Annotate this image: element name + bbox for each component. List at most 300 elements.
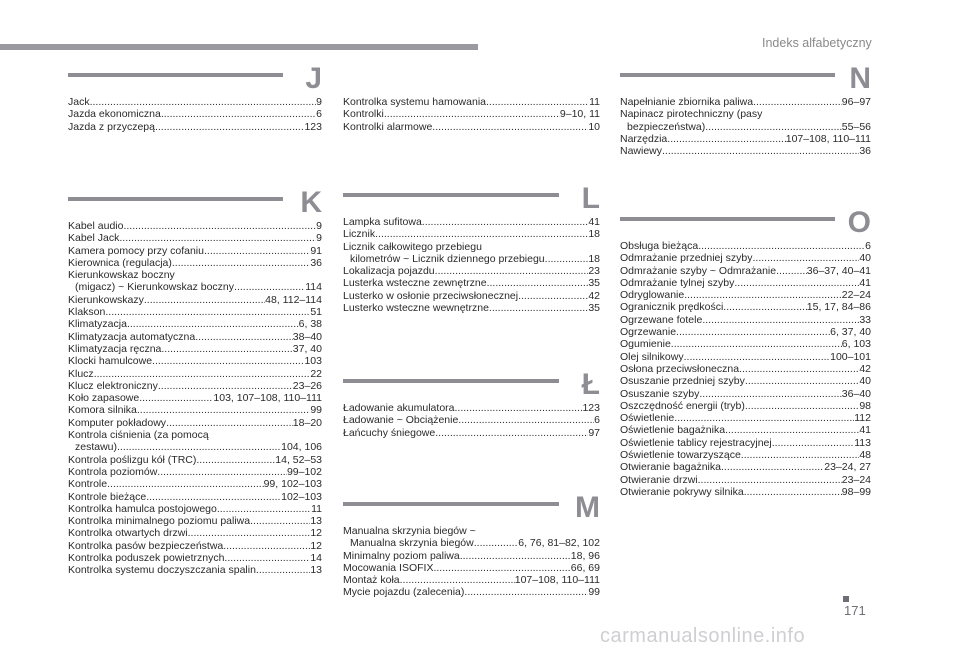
entry-pages: 48, 112–114 [265,293,322,306]
entry-term: Oświetlenie [620,412,675,425]
entry-pages: 107–108, 110–111 [514,574,600,587]
entry-term: Kontrola ciśnienia (za pomocą [68,429,209,442]
entry-term: Osuszanie przedniej szyby [620,375,745,388]
leader-dots [223,540,310,552]
leader-dots [776,265,807,277]
leader-dots [422,216,589,228]
index-entry [620,277,871,289]
entry-pages: 99 [310,404,322,417]
section-header [68,186,322,220]
index-entry [343,216,600,228]
entry-term: Kontrolka otwartych drzwi [68,527,188,540]
section-rule [620,217,835,221]
entry-term: Kontrole [68,478,108,491]
index-entry [620,486,871,498]
entry-term: Ogrzewane fotele [620,313,703,326]
leader-dots [684,289,842,301]
index-entry [68,552,322,564]
index-entry [343,550,600,562]
section-rule [620,73,835,77]
leader-dots [105,306,310,318]
entry-pages: 11 [589,96,600,108]
leader-dots [702,314,859,326]
index-entry [68,417,322,429]
entry-pages: 113 [854,436,871,449]
entry-term: Kontrolka pasów bezpieczeństwa [68,539,224,552]
leader-dots [741,449,860,461]
entry-pages: 15, 17, 84–86 [806,301,871,314]
leader-dots [161,108,316,120]
entry-pages: 123 [582,402,600,414]
entry-pages: 103, 107–108, 110–111 [213,392,322,405]
index-entry [68,503,322,515]
entry-term: Lampka sufitowa [343,216,422,228]
entry-pages: 23–24, 27 [824,461,871,474]
section-rule [68,73,283,77]
entry-pages: 41 [859,424,871,437]
leader-dots [188,527,311,539]
entry-pages: 41 [588,216,600,228]
index-entry [68,392,322,404]
index-entry [343,108,600,120]
leader-dots [676,326,830,338]
entry-term: Klucz [68,367,94,380]
entry-pages: 40 [859,375,871,388]
entry-pages: 6 [316,108,322,121]
entry-term: Kontrolka systemu doczyszczania spalin [68,564,256,577]
entry-pages: 9 [316,232,322,245]
entry-pages: 36 [859,145,871,158]
entry-term: Lusterko w osłonie przeciwsłonecznej [343,289,519,302]
entry-term-continued: bezpieczeństwa) [627,120,706,133]
leader-dots [384,108,560,120]
index-entry [68,368,322,380]
entry-term: Ogumienie [620,338,671,351]
entry-term: Kontrolki [343,108,384,121]
leader-dots [172,257,310,269]
leader-dots [752,252,859,264]
index-entry [343,414,600,426]
entry-term: Kabel audio [68,220,124,232]
entry-pages: 102–103 [281,490,322,503]
entry-term: Mocowania ISOFIX [343,561,434,574]
index-entry [343,241,600,266]
leader-dots [721,461,824,473]
leader-dots [667,133,785,145]
entry-term: Lusterko wsteczne wewnętrzne [343,302,489,315]
entry-pages: 107–108, 110–111 [785,132,871,145]
section-n [620,62,871,158]
leader-dots [518,290,588,302]
leader-dots [662,145,859,157]
leader-dots [166,417,293,429]
leader-dots [723,301,806,313]
index-entry [620,96,871,108]
section-letter: Ł [581,368,600,401]
entry-term: Komputer pokładowy [68,416,167,429]
index-entry [620,449,871,461]
entry-term: Kierunkowskaz boczny [68,269,175,282]
index-entry [343,402,600,414]
entry-term: Kontrolka systemu hamowania [343,96,486,108]
index-entry [620,326,871,338]
leader-dots [464,586,588,598]
index-entry [68,478,322,490]
entry-term: Ogranicznik prędkości [620,301,724,314]
entry-term: Klimatyzacja [68,318,127,331]
index-entry [620,400,871,412]
entry-pages: 9–10, 11 [559,108,600,121]
index-list [343,402,600,439]
leader-dots [195,331,293,343]
entry-term: Klakson [68,306,106,319]
index-entry [343,121,600,133]
index-entry [620,265,871,277]
index-entry [620,133,871,145]
section-letter: J [305,62,322,95]
page-header-title: Indeks alfabetyczny [762,36,872,50]
section-letter: O [847,206,871,239]
index-entry [68,491,322,503]
index-entry [343,586,600,598]
leader-dots [458,414,594,426]
leader-dots [123,220,316,232]
index-entry [620,388,871,400]
index-entry [620,412,871,424]
entry-pages: 18–20 [292,416,322,429]
entry-pages: 51 [310,306,322,319]
entry-term: Otwieranie pokrywy silnika [620,485,744,498]
entry-pages: 38–40 [292,330,322,343]
index-list [343,525,600,599]
entry-pages: 13 [310,515,322,528]
entry-term-continued: zestawu) [75,441,118,454]
leader-dots [698,474,842,486]
entry-pages: 99–102 [286,465,322,478]
leader-dots [745,375,859,387]
entry-pages: 22 [310,367,322,380]
entry-term: Olej silnikowy [620,350,684,363]
index-entry [620,301,871,313]
section-j [68,62,322,133]
entry-term: Odryglowanie [620,289,685,302]
leader-dots [256,564,310,576]
leader-dots [684,351,831,363]
leader-dots [161,343,292,355]
entry-pages: 18 [588,228,600,241]
leader-dots [705,121,842,133]
leader-dots [739,363,859,375]
entry-term: Osuszanie szyby [620,387,700,400]
index-list [68,220,322,577]
entry-term: Jack [68,96,90,108]
index-list [343,216,600,314]
leader-dots [90,96,317,108]
entry-pages: 13 [310,564,322,577]
leader-dots [139,392,213,404]
entry-term: Licznik całkowitego przebiegu [343,240,482,253]
section-letter: K [300,186,322,219]
entry-term: Klimatyzacja automatyczna [68,330,196,343]
index-entry [68,564,322,576]
entry-term: Odmrażanie przedniej szyby [620,252,753,265]
section-header [620,62,871,96]
entry-term: Ładowanie akumulatora [343,402,455,414]
entry-pages: 41 [859,276,871,289]
index-entry [68,96,322,108]
entry-term: Oszczędność energii (tryb) [620,399,745,412]
entry-term: Kontrolka poduszek powietrznych [68,552,225,565]
entry-term-continued: Manualna skrzynia biegów [350,537,474,550]
section-l-stroke [343,368,600,439]
section-m [343,491,600,599]
entry-pages: 48 [859,449,871,462]
leader-dots [137,404,310,416]
entry-term: Mycie pojazdu (zalecenia) [343,586,465,599]
entry-pages: 11 [311,502,322,515]
entry-pages: 55–56 [841,120,871,133]
index-entry [68,429,322,454]
index-entry [68,343,322,355]
leader-dots [435,427,588,439]
index-entry [68,220,322,232]
entry-term: Odmrażanie szyby ~ Odmrażanie [620,264,777,277]
entry-pages: 37, 40 [292,342,322,355]
entry-term: Napinacz pirotechniczny (pasy [620,108,763,121]
entry-pages: 42 [859,362,871,375]
leader-dots [745,400,859,412]
entry-pages: 98 [859,399,871,412]
entry-pages: 36–37, 40–41 [806,264,871,277]
entry-term: Oświetlenie towarzyszące [620,449,741,462]
index-entry [620,474,871,486]
entry-term: Napełnianie zbiornika paliwa [620,96,754,108]
entry-pages: 6, 37, 40 [830,326,871,339]
leader-dots [432,121,588,133]
index-entry [68,355,322,367]
entry-pages: 23–26 [292,379,322,392]
entry-pages: 91 [310,244,322,257]
index-entry [68,380,322,392]
index-entry [620,145,871,157]
leader-dots [699,388,841,400]
index-entry [343,228,600,240]
leader-dots [400,574,515,586]
entry-pages: 40 [859,252,871,265]
entry-pages: 103 [304,355,322,368]
entry-pages: 33 [859,313,871,326]
index-entry [620,363,871,375]
entry-pages: 18 [588,252,600,265]
leader-dots [224,552,310,564]
entry-pages: 18, 96 [570,549,600,562]
entry-term: Kontrolka minimalnego poziomu paliwa [68,515,251,528]
section-header [68,62,322,96]
entry-term-continued: kilometrów ~ Licznik dziennego przebiegu [350,252,545,265]
entry-pages: 12 [310,527,322,540]
index-entry [620,375,871,387]
entry-pages: 10 [588,120,600,133]
section-letter: M [575,491,600,524]
entry-term: Koło zapasowe [68,392,140,405]
entry-term: Ogrzewanie [620,326,677,339]
entry-term: Klimatyzacja ręczna [68,342,162,355]
index-entry [620,314,871,326]
entry-term: Kontrolka hamulca postojowego [68,502,217,515]
section-letter: L [581,182,600,215]
index-entry [343,574,600,586]
section-o [620,206,871,498]
entry-term: Minimalny poziom paliwa [343,549,460,562]
header-bar [0,44,478,50]
leader-dots [433,562,570,574]
index-entry [620,289,871,301]
section-header [620,206,871,240]
index-entry [620,108,871,133]
entry-term: Otwieranie drzwi [620,473,698,486]
index-entry [343,525,600,550]
leader-dots [94,368,311,380]
index-entry [68,540,322,552]
leader-dots [487,277,589,289]
index-entry [68,318,322,330]
section-rule [68,197,283,201]
entry-pages: 9 [316,220,322,232]
leader-dots [107,478,263,490]
index-entry [343,290,600,302]
leader-dots [772,437,855,449]
entry-term: Kontrola poślizgu kół (TRC) [68,453,197,466]
entry-term: Kontrolki alarmowe [343,120,433,133]
entry-term: Licznik [343,228,376,241]
entry-pages: 96–97 [841,96,871,108]
section-rule [343,502,559,506]
entry-pages: 99 [588,586,600,599]
entry-term: Oświetlenie tablicy rejestracyjnej [620,436,772,449]
entry-pages: 114 [305,281,322,294]
index-entry [620,437,871,449]
entry-term: Nawiewy [620,145,663,158]
leader-dots [674,412,854,424]
entry-term: Osłona przeciwsłoneczna [620,362,740,375]
section-l [343,182,600,315]
entry-term: Kontrola poziomów [68,465,158,478]
entry-term: Kierunkowskazy [68,293,144,306]
watermark: carmanualsonline.info [600,625,806,647]
leader-dots [152,355,304,367]
index-entry [68,257,322,269]
section-rule [343,193,559,197]
entry-term: Manualna skrzynia biegów ~ [343,525,476,537]
entry-pages: 98–99 [841,485,871,498]
index-entry [343,277,600,289]
leader-dots [158,380,293,392]
index-entry [343,562,600,574]
page-number: 171 [844,603,866,618]
entry-pages: 112 [854,412,871,425]
index-entry [68,294,322,306]
index-entry [620,424,871,436]
index-entry [620,461,871,473]
leader-dots [144,294,265,306]
section-header [343,368,600,402]
index-entry [620,338,871,350]
page-marker [843,596,849,602]
entry-pages: 9 [316,96,322,108]
entry-pages: 36 [310,256,322,269]
entry-term-continued: (migacz) ~ Kierunkowskaz boczny [75,281,235,294]
index-list [620,240,871,498]
entry-pages: 66, 69 [570,561,600,574]
section-letter: N [849,62,871,95]
leader-dots [474,537,519,549]
leader-dots [460,550,571,562]
index-entry [343,427,600,439]
entry-term: Lokalizacja pojazdu [343,265,435,278]
section-rule [343,379,559,383]
entry-term: Łańcuchy śniegowe [343,426,436,439]
index-entry [68,527,322,539]
entry-term: Kamera pomocy przy cofaniu [68,244,204,257]
entry-term: Lusterka wsteczne zewnętrzne [343,277,487,290]
entry-pages: 36–40 [841,387,871,400]
leader-dots [725,424,859,436]
index-entry [68,108,322,120]
section-header [343,491,600,525]
index-entry [68,515,322,527]
entry-pages: 6 [865,240,871,252]
leader-dots [119,232,316,244]
leader-dots [157,466,287,478]
entry-pages: 100–101 [830,350,871,363]
entry-pages: 6, 38 [298,318,322,331]
entry-term: Kontrole bieżące [68,490,147,503]
index-entry [68,269,322,294]
leader-dots [146,491,281,503]
index-list [343,96,600,133]
index-entry [68,232,322,244]
leader-dots [204,245,310,257]
entry-term: Jazda z przyczepą [68,120,155,133]
section-j-continued [343,96,600,133]
index-entry [68,404,322,416]
entry-pages: 12 [310,539,322,552]
entry-pages: 6 [594,414,600,427]
leader-dots [217,503,311,515]
index-entry [68,306,322,318]
section-header [343,182,600,216]
leader-dots [489,302,588,314]
entry-pages: 23–24 [841,473,871,486]
index-list [68,96,322,133]
index-list [620,96,871,157]
entry-term: Kabel Jack [68,232,120,245]
leader-dots [698,240,865,252]
leader-dots [250,515,310,527]
index-entry [343,96,600,108]
entry-pages: 35 [588,302,600,315]
entry-term: Narzędzia [620,132,668,145]
leader-dots [545,253,589,265]
entry-pages: 35 [588,277,600,290]
index-entry [68,454,322,466]
entry-term: Komora silnika [68,404,137,417]
entry-pages: 14, 52–53 [275,453,322,466]
entry-term: Odmrażanie tylnej szyby [620,276,735,289]
entry-pages: 22–24 [841,289,871,302]
entry-pages: 14 [310,552,322,565]
index-entry [68,466,322,478]
